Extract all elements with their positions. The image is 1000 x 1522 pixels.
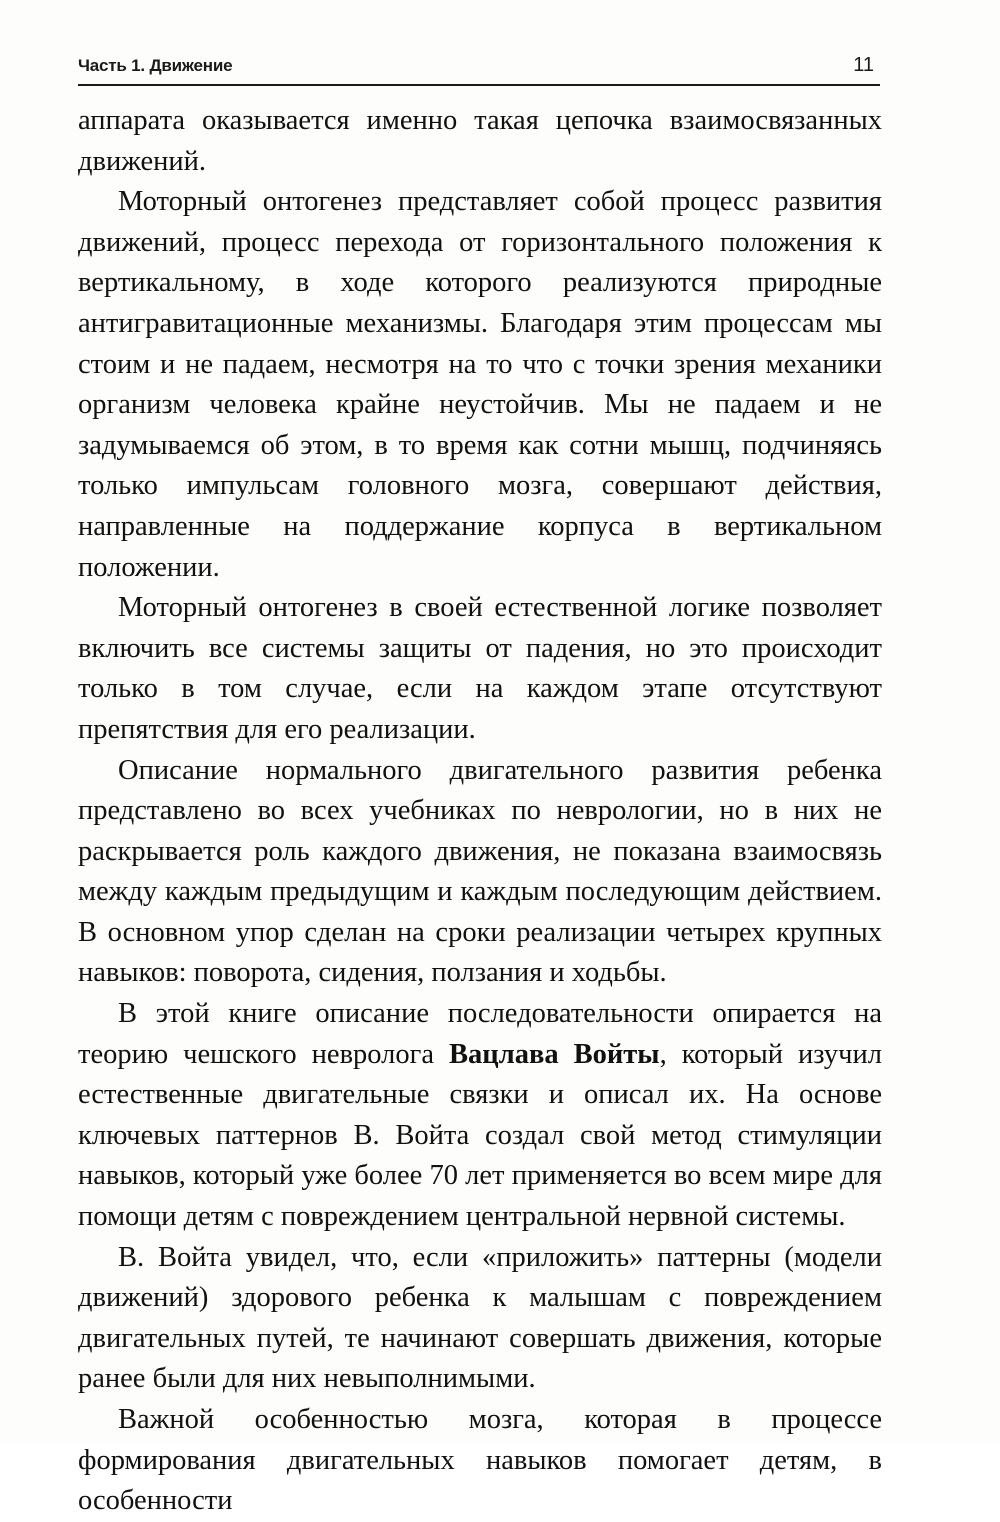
paragraph: Моторный онтогенез представляет собой процесс развития движений, процесс перехода от горизонтального положения к вертикальному, в ходе которого реализуются природные антигравитационные механизмы. Благодаря этим процессам мы стоим и не падаем, несмотря на то что с точки зрения механики организм человека крайне неустойчив. Мы не падаем и не задумываемся об этом, в то время как сотни мышц, подчиняясь только импульсам головного мозга, совершают действия, направленные на поддержание корпуса в вертикальном положении. <box>78 186 882 583</box>
paragraph: В. Войта увидел, что, если «приложить» паттерны (модели движений) здорового ребенка к малышам с повреждением двигательных путей, те начинают совершать движения, которые ранее были для них невыполнимыми. <box>78 1241 882 1395</box>
body-text <box>78 101 882 1522</box>
paragraph-text: В этой книге описание последовательности опирается на теорию чешского невролога <box>78 998 882 1070</box>
section-title: Часть 1. Движение <box>78 56 233 75</box>
page-number: 11 <box>853 54 874 76</box>
paragraph-text: , который изучил естественные двигательные связки и описал их. На основе ключевых паттернов В. Войта создал свой метод стимуляции навыков, который уже более 70 лет применяется во всем мире для помощи детям с повреждением центральной нервной системы. <box>78 1038 882 1233</box>
paragraph: Моторный онтогенез в своей естественной логике позволяет включить все системы защиты от падения, но это происходит только в том случае, если на каждом этапе отсутствуют препятствия для его реализации. <box>78 592 882 745</box>
paragraph-continues: Важной особенностью мозга, которая в процессе формирования двигательных навыков помогает детям, в особенности <box>78 1404 882 1517</box>
running-header <box>78 54 880 86</box>
author-name-bold: Вацлава Войты <box>449 1038 660 1070</box>
paragraph-continued: аппарата оказывается именно такая цепочка взаимосвязанных движений. <box>78 105 882 177</box>
paragraph: Описание нормального двигательного развития ребенка представлено во всех учебниках по неврологии, но в них не раскрывается роль каждого движения, не показана взаимосвязь между каждым предыдущим и каждым последующим действием. В основном упор сделан на сроки реализации четырех крупных навыков: поворота, сидения, ползания и ходьбы. <box>78 754 882 989</box>
paragraph-vojta-theory <box>78 994 882 1238</box>
